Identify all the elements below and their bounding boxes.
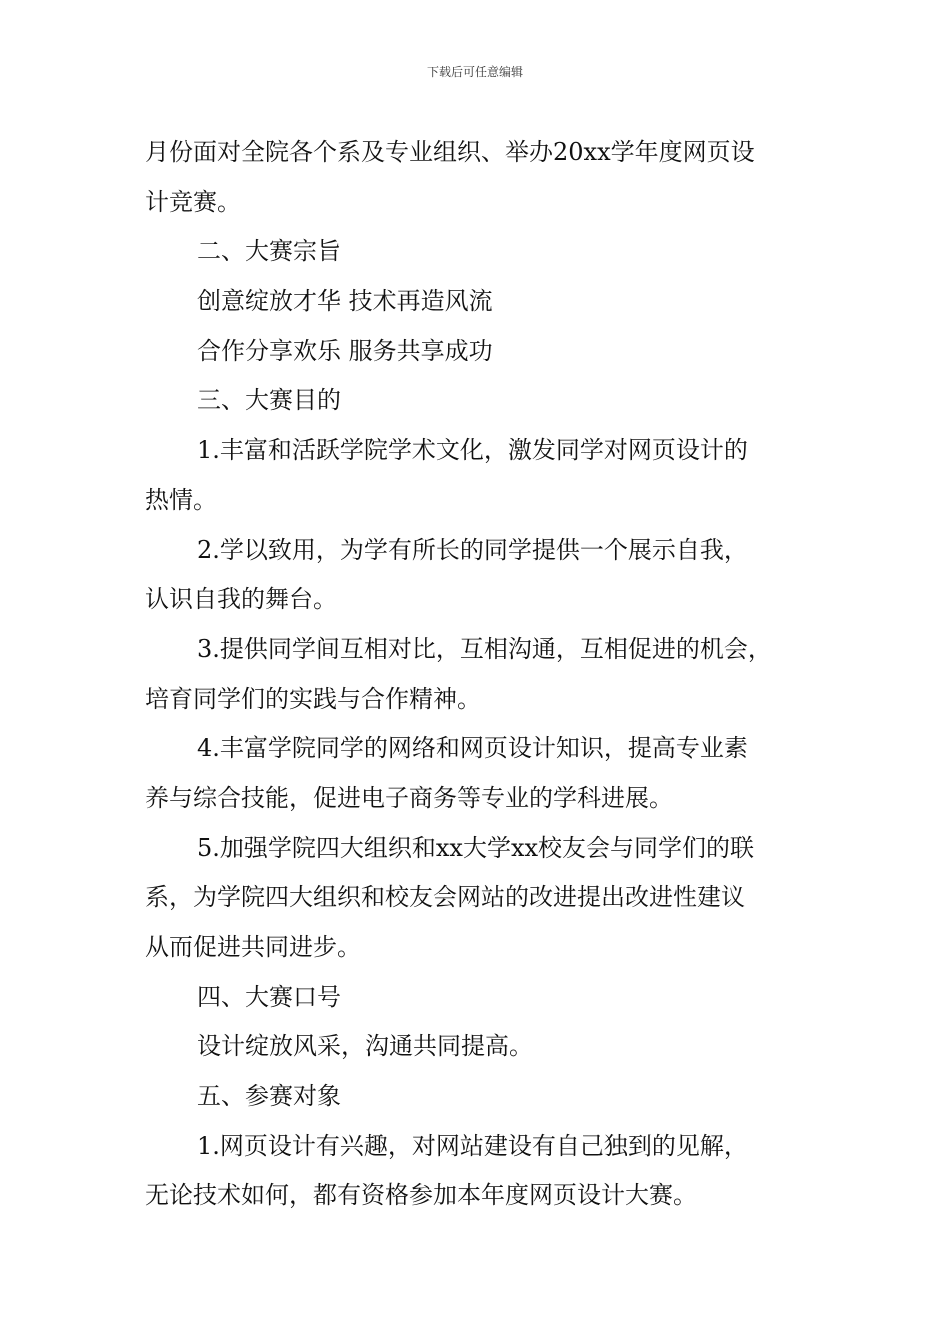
list-item: 3.提供同学间互相对比，互相沟通，互相促进的机会， [197, 634, 772, 663]
text-line: 计竞赛。 [145, 187, 241, 216]
list-item-continuation: 养与综合技能，促进电子商务等专业的学科进展。 [145, 783, 673, 812]
list-item: 4.丰富学院同学的网络和网页设计知识，提高专业素 [197, 734, 748, 763]
section-heading: 四、大赛口号 [197, 982, 341, 1011]
list-item-continuation: 系，为学院四大组织和校友会网站的改进提出改进性建议 [145, 883, 745, 912]
list-item-continuation: 培育同学们的实践与合作精神。 [145, 684, 481, 713]
section-heading: 五、参赛对象 [197, 1082, 341, 1111]
list-item: 1.网页设计有兴趣，对网站建设有自己独到的见解， [197, 1131, 748, 1160]
slogan-line: 设计绽放风采，沟通共同提高。 [197, 1032, 533, 1061]
slogan-line: 合作分享欢乐 服务共享成功 [197, 336, 493, 365]
text-line: 月份面对全院各个系及专业组织、举办20xx学年度网页设 [145, 138, 755, 166]
list-item-continuation: 从而促进共同进步。 [145, 933, 361, 961]
list-item-continuation: 无论技术如何，都有资格参加本年度网页设计大赛。 [145, 1181, 697, 1210]
section-heading: 二、大赛宗旨 [197, 237, 341, 266]
slogan-line: 创意绽放才华 技术再造风流 [197, 287, 493, 316]
list-item: 2.学以致用，为学有所长的同学提供一个展示自我， [197, 535, 748, 564]
list-item-continuation: 热情。 [145, 485, 217, 514]
list-item-continuation: 认识自我的舞台。 [145, 585, 337, 614]
list-item: 5.加强学院四大组织和xx大学xx校友会与同学们的联 [197, 833, 755, 862]
list-item: 1.丰富和活跃学院学术文化，激发同学对网页设计的 [197, 436, 748, 465]
section-heading: 三、大赛目的 [197, 386, 341, 415]
page-header: 下载后可任意编辑 [426, 65, 523, 79]
document-body [145, 128, 825, 1221]
